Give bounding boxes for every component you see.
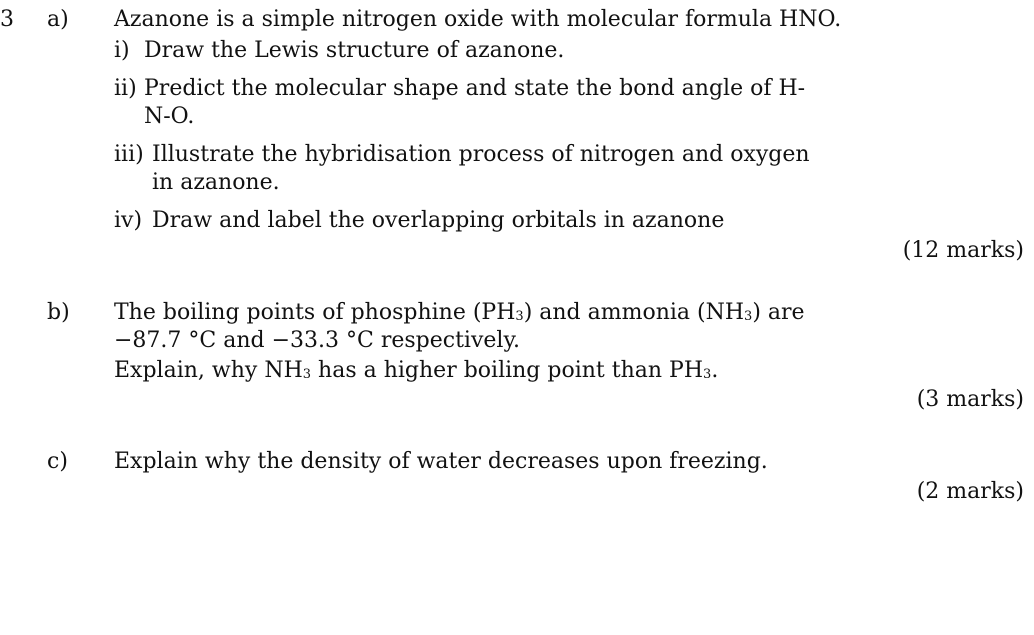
part-a-iii-text: Illustrate the hybridisation process of nitrogen and oxygen [152,142,810,167]
part-b-line1: The boiling points of phosphine $(PH_3)$ and ammonia $(NH_3)$ are [114,300,805,325]
part-a-iii-text-cont: in azanone. [152,170,280,195]
part-a-ii-label: ii) [114,76,137,101]
part-a-label: a) [47,7,69,32]
part-a-i-text: Draw the Lewis structure of azanone. [144,38,565,63]
part-a-ii-text: Predict the molecular shape and state the bond angle of H- [144,76,806,101]
part-a-iv-text: Draw and label the overlapping orbitals in azanone [152,208,725,233]
part-a-iii-label: iii) [114,142,144,167]
part-c-text: Explain why the density of water decreases upon freezing. [114,449,768,474]
part-b-marks: (3 marks) [916,387,1024,412]
part-b-line2: −87.7 °C and −33.3 °C respectively. [114,328,520,353]
part-a-i-label: i) [114,38,130,63]
part-a-ii-text-cont: N-O. [144,104,195,129]
part-b-line3: Explain, why $NH_3$ has a higher boiling point than $PH_3$. [114,358,719,383]
part-c-marks: (2 marks) [916,479,1024,504]
part-a-iv-label: iv) [114,208,143,233]
part-a-marks: (12 marks) [902,238,1024,263]
part-a-stem: Azanone is a simple nitrogen oxide with molecular formula HNO. [114,7,842,32]
part-b-label: b) [47,300,70,325]
question-number: 3 [0,7,14,32]
part-c-label: c) [47,449,68,474]
